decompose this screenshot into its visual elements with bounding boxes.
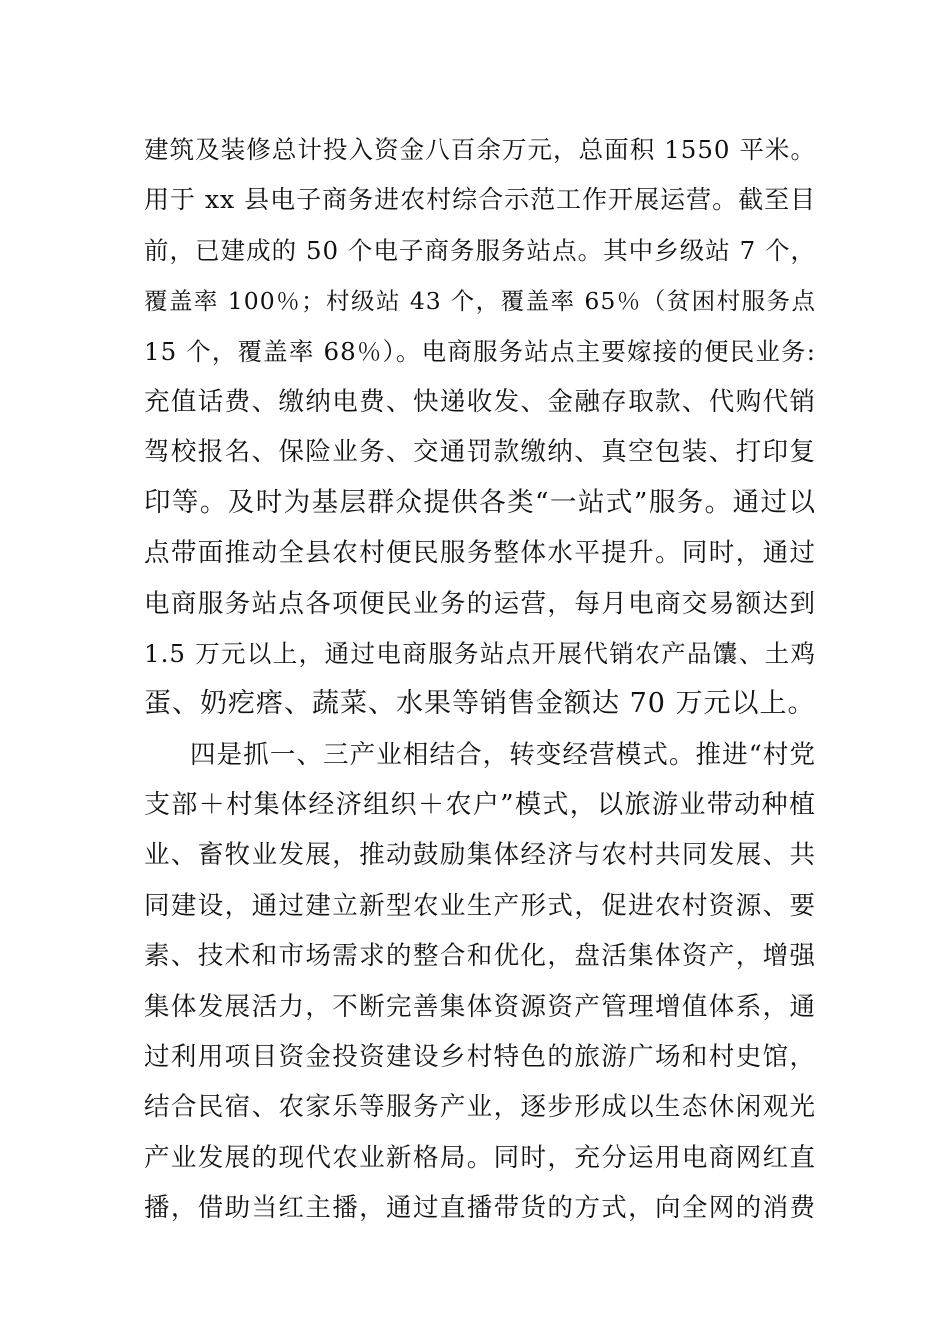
text-line: 电商服务站点各项便民业务的运营，每月电商交易额达到 xyxy=(144,589,816,619)
text-line: 同建设，通过建立新型农业生产形式，促进农村资源、要 xyxy=(144,891,816,921)
text-line: 过利用项目资金投资建设乡村特色的旅游广场和村史馆， xyxy=(144,1042,816,1072)
text-line: 支部＋村集体经济组织＋农户”模式，以旅游业带动种植 xyxy=(144,790,816,820)
text-line: 建筑及装修总计投入资金八百余万元，总面积 1550 平米。 xyxy=(144,135,816,164)
text-line: 结合民宿、农家乐等服务产业，逐步形成以生态休闲观光 xyxy=(144,1092,816,1122)
text-line: 播，借助当红主播，通过直播带货的方式，向全网的消费 xyxy=(144,1193,816,1223)
text-line: 15 个，覆盖率 68％）。电商服务站点主要嫁接的便民业务: xyxy=(144,337,816,366)
text-line: 驾校报名、保险业务、交通罚款缴纳、真空包装、打印复 xyxy=(144,437,816,467)
text-line: 覆盖率 100％；村级站 43 个，覆盖率 65％（贫困村服务点 xyxy=(144,287,816,315)
text-line: 充值话费、缴纳电费、快递收发、金融存取款、代购代销 xyxy=(144,387,816,417)
paragraph-first-line: 四是抓一、三产业相结合，转变经营模式。推进“村党 xyxy=(190,740,816,770)
text-line: 产业发展的现代农业新格局。同时，充分运用电商网红直 xyxy=(144,1143,816,1173)
text-line: 蛋、奶疙瘩、蔬菜、水果等销售金额达 70 万元以上。 xyxy=(144,688,816,719)
text-line: 前，已建成的 50 个电子商务服务站点。其中乡级站 7 个， xyxy=(144,236,816,265)
text-line: 业、畜牧业发展，推动鼓励集体经济与农村共同发展、共 xyxy=(144,840,816,870)
text-line: 点带面推动全县农村便民服务整体水平提升。同时，通过 xyxy=(144,538,816,568)
text-line: 1.5 万元以上，通过电商服务站点开展代销农产品馕、土鸡 xyxy=(144,639,816,668)
text-line: 素、技术和市场需求的整合和优化，盘活集体资产，增强 xyxy=(144,941,816,971)
text-line: 用于 xx 县电子商务进农村综合示范工作开展运营。截至目 xyxy=(144,185,817,214)
text-line: 集体发展活力，不断完善集体资源资产管理增值体系，通 xyxy=(144,992,816,1022)
text-line: 印等。及时为基层群众提供各类“一站式”服务。通过以 xyxy=(144,487,816,518)
